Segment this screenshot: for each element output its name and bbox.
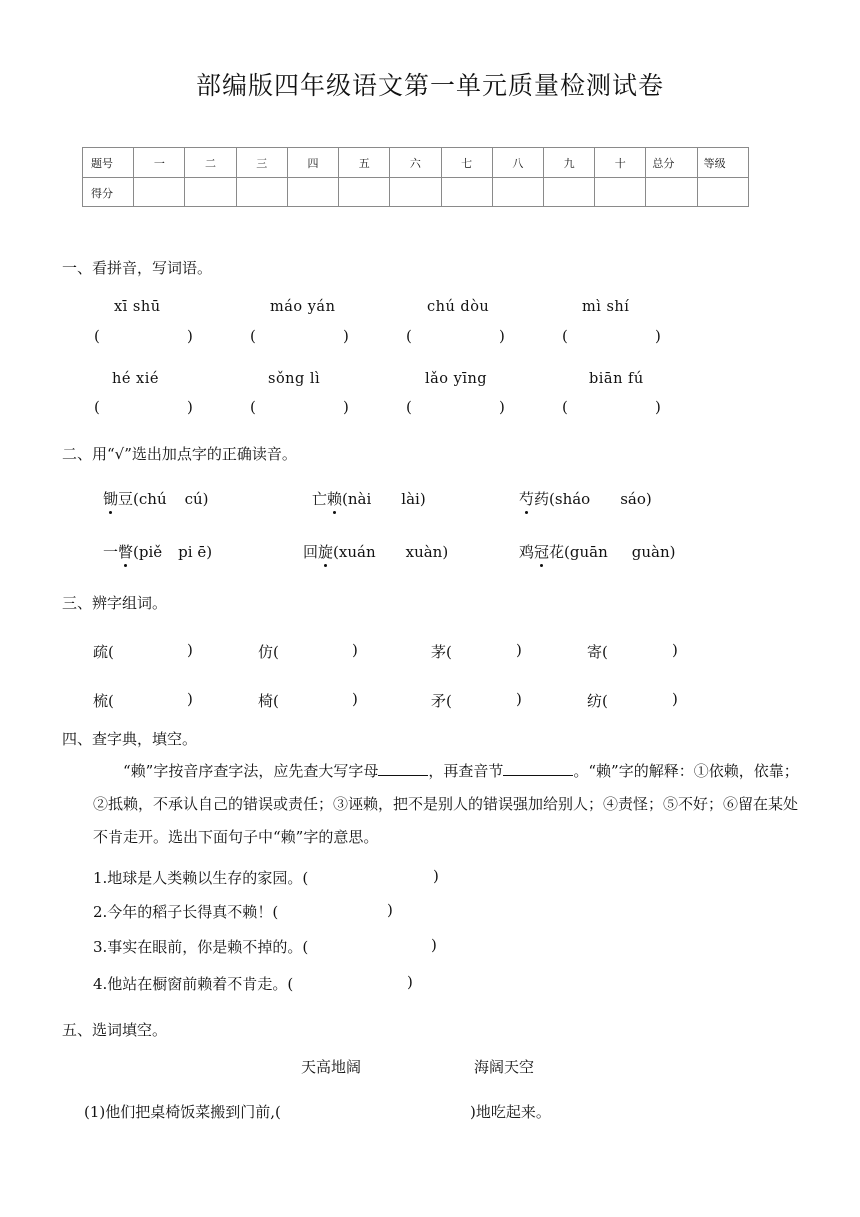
score-cell: 总分 <box>646 148 697 178</box>
option-b[interactable]: cú) <box>184 490 209 508</box>
score-cell: 等级 <box>697 148 748 178</box>
pinyin: xī shū <box>114 299 161 315</box>
answer-paren-close: ) <box>672 690 678 708</box>
score-input-cell[interactable] <box>543 177 594 207</box>
question-item: 2.今年的稻子长得真不赖！( <box>93 903 279 921</box>
answer-paren-open: ( <box>250 398 256 416</box>
option-b[interactable]: guàn) <box>631 543 676 561</box>
score-cell: 八 <box>492 148 543 178</box>
score-input-cell[interactable] <box>287 177 338 207</box>
option-b[interactable]: sáo) <box>620 490 652 508</box>
score-cell: 三 <box>236 148 287 178</box>
option-b[interactable]: pi ē) <box>178 543 213 561</box>
score-cell: 七 <box>441 148 492 178</box>
answer-paren-close: ) <box>387 901 393 919</box>
option-a[interactable]: (chú <box>133 490 167 508</box>
blank-letter[interactable] <box>378 761 428 776</box>
score-table-header-row <box>83 148 749 178</box>
answer-paren-close: ) <box>655 327 661 345</box>
dotted-char: 赖 <box>327 490 343 508</box>
option-a[interactable]: (xuán <box>333 543 376 561</box>
char-prompt: 寄( <box>587 643 608 661</box>
answer-paren-open: ( <box>94 398 100 416</box>
answer-paren-close: ) <box>343 327 349 345</box>
answer-paren-open: ( <box>562 327 568 345</box>
answer-paren-close: ) <box>187 690 193 708</box>
answer-paren-open: ( <box>562 398 568 416</box>
option-a[interactable]: (sháo <box>549 490 591 508</box>
answer-paren-open: ( <box>406 327 412 345</box>
score-input-cell[interactable] <box>492 177 543 207</box>
option-a[interactable]: (nài <box>342 490 372 508</box>
pinyin: hé xié <box>112 371 159 387</box>
option-a[interactable]: (guān <box>564 543 608 561</box>
score-input-cell[interactable] <box>134 177 185 207</box>
section-3-heading: 三、辨字组词。 <box>62 594 168 612</box>
question-item: 1.地球是人类赖以生存的家园。( <box>93 869 309 887</box>
score-input-cell[interactable] <box>595 177 646 207</box>
answer-paren-open: ( <box>94 327 100 345</box>
fill-question-end: )地吃起来。 <box>470 1103 551 1121</box>
answer-paren-close: ) <box>516 641 522 659</box>
char-prompt: 梳( <box>93 692 114 710</box>
score-table-score-row <box>83 177 749 207</box>
score-cell: 题号 <box>83 148 134 178</box>
char-prompt: 纺( <box>587 692 608 710</box>
fill-question: (1)他们把桌椅饭菜搬到门前,( <box>84 1103 281 1121</box>
option-a[interactable]: (piě <box>133 543 163 561</box>
page-title: 部编版四年级语文第一单元质量检测试卷 <box>195 71 664 100</box>
answer-paren-close: ) <box>407 973 413 991</box>
reading-item: 亡赖(nài lài) <box>312 490 426 508</box>
score-row-label: 得分 <box>83 177 134 207</box>
reading-item: 锄豆(chú cú) <box>103 490 209 508</box>
char-prompt: 矛( <box>431 692 452 710</box>
pinyin: biān fú <box>589 371 644 387</box>
pinyin: lǎo yīng <box>425 371 488 387</box>
word-option: 天高地阔 <box>301 1058 362 1076</box>
answer-paren-open: ( <box>250 327 256 345</box>
section-1-heading: 一、看拼音，写词语。 <box>62 259 213 277</box>
answer-paren-close: ) <box>516 690 522 708</box>
score-cell: 五 <box>339 148 390 178</box>
answer-paren-close: ) <box>499 327 505 345</box>
section-5-heading: 五、选词填空。 <box>62 1021 168 1039</box>
answer-paren-close: ) <box>352 641 358 659</box>
score-input-cell[interactable] <box>390 177 441 207</box>
dictionary-paragraph: “赖”字按音序查字法，应先查大写字母 ，再查音节 。“赖”字的解释：①依赖，依靠；②抵赖，不承认自己的错误或责任；③诬赖，把不是别人的错误强加给别人；④责怪；⑤不好；⑥留在某处不肯走开。选出下面句子中“赖”字的意思。 <box>93 762 799 846</box>
option-b[interactable]: xuàn) <box>405 543 449 561</box>
score-cell: 一 <box>134 148 185 178</box>
pinyin: mì shí <box>582 299 630 315</box>
reading-item: 鸡冠花(guān guàn) <box>519 543 676 561</box>
answer-paren-close: ) <box>655 398 661 416</box>
score-cell: 六 <box>390 148 441 178</box>
pinyin: máo yán <box>270 299 336 315</box>
char-prompt: 椅( <box>258 692 279 710</box>
word-option: 海阔天空 <box>474 1058 535 1076</box>
char-prompt: 仿( <box>258 643 279 661</box>
answer-paren-close: ) <box>187 398 193 416</box>
score-cell: 四 <box>287 148 338 178</box>
answer-paren-close: ) <box>433 867 439 885</box>
reading-item: 一瞥(piě pi ē) <box>103 543 213 561</box>
pinyin: sǒng lì <box>268 371 321 387</box>
score-cell: 二 <box>185 148 236 178</box>
question-item: 4.他站在橱窗前赖着不肯走。( <box>93 975 294 993</box>
score-input-cell[interactable] <box>646 177 697 207</box>
score-input-cell[interactable] <box>441 177 492 207</box>
score-input-cell[interactable] <box>185 177 236 207</box>
section-2-heading: 二、用“√”选出加点字的正确读音。 <box>62 445 297 463</box>
answer-paren-close: ) <box>352 690 358 708</box>
score-cell: 九 <box>543 148 594 178</box>
answer-paren-close: ) <box>499 398 505 416</box>
pinyin: chú dòu <box>427 299 490 315</box>
char-prompt: 茅( <box>431 643 452 661</box>
question-item: 3.事实在眼前，你是赖不掉的。( <box>93 938 309 956</box>
blank-syllable[interactable] <box>503 761 573 776</box>
score-table <box>82 147 749 207</box>
reading-item: 回旋(xuán xuàn) <box>303 543 449 561</box>
score-input-cell[interactable] <box>236 177 287 207</box>
answer-paren-close: ) <box>431 936 437 954</box>
dotted-char: 旋 <box>318 543 334 561</box>
section-4-heading: 四、查字典，填空。 <box>62 730 198 748</box>
score-cell: 十 <box>595 148 646 178</box>
reading-item: 芍药(sháo sáo) <box>519 490 652 508</box>
answer-paren-close: ) <box>672 641 678 659</box>
dotted-char: 锄 <box>103 490 119 508</box>
dotted-char: 芍 <box>519 490 535 508</box>
option-b[interactable]: lài) <box>401 490 426 508</box>
score-input-cell[interactable] <box>697 177 748 207</box>
char-prompt: 疏( <box>93 643 114 661</box>
score-input-cell[interactable] <box>339 177 390 207</box>
answer-paren-close: ) <box>187 327 193 345</box>
dotted-char: 瞥 <box>118 543 134 561</box>
dotted-char: 冠 <box>534 543 550 561</box>
answer-paren-close: ) <box>343 398 349 416</box>
answer-paren-close: ) <box>187 641 193 659</box>
answer-paren-open: ( <box>406 398 412 416</box>
